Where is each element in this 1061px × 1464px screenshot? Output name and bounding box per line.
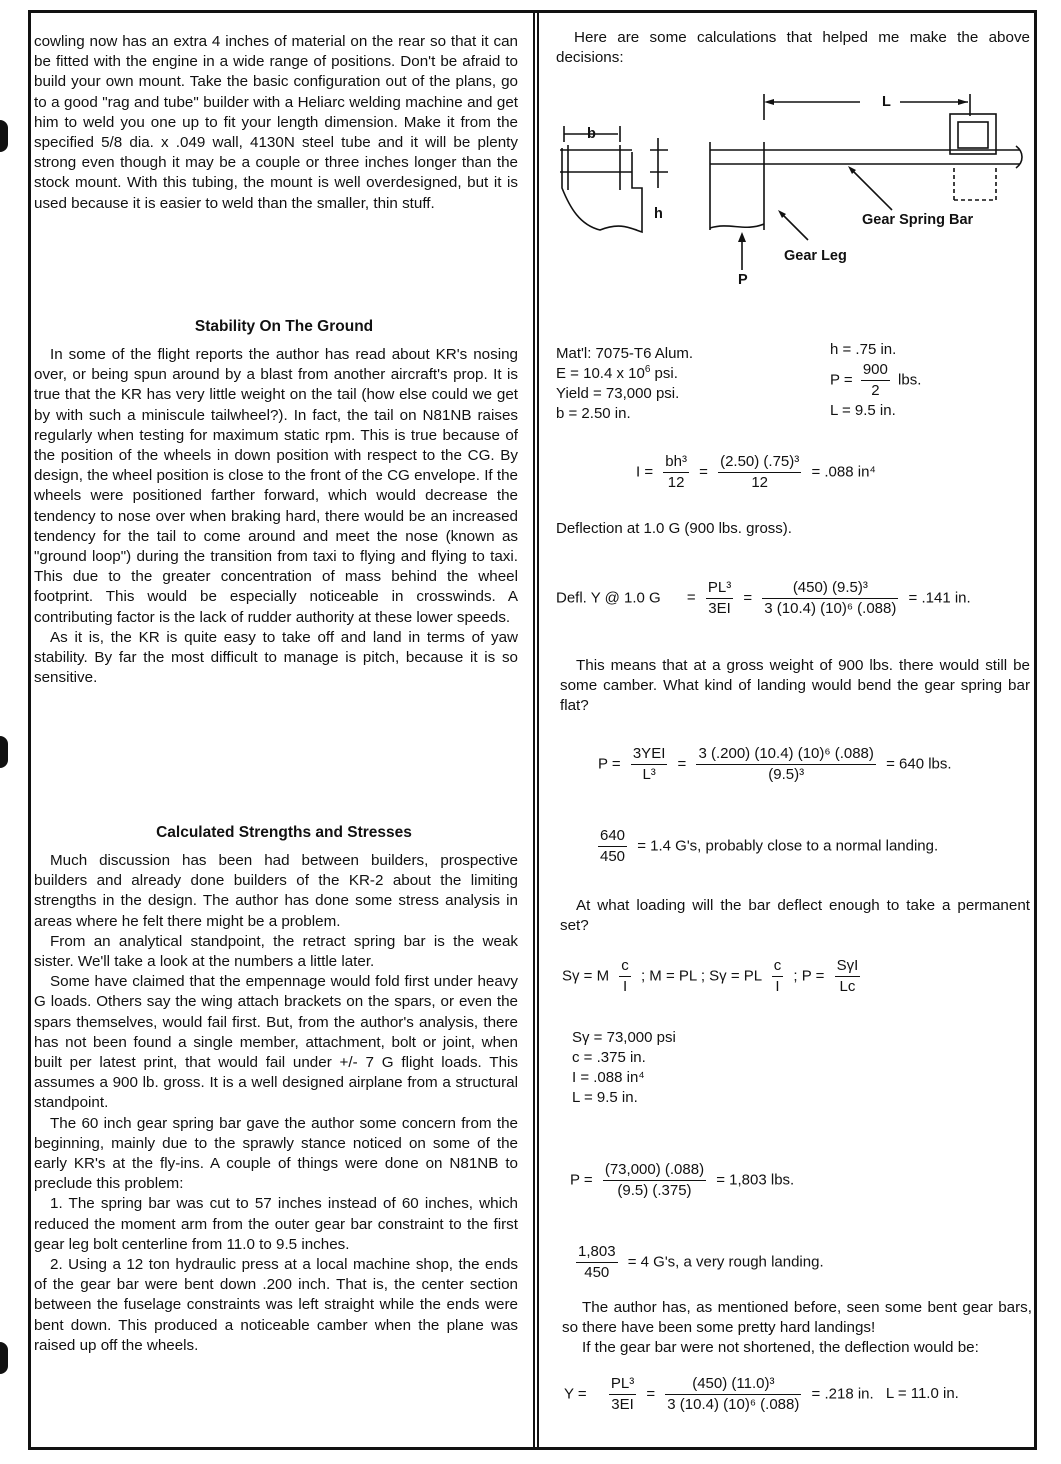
- cross-section-outline: [562, 148, 642, 232]
- diagram-label-gear-spring-bar: Gear Spring Bar: [862, 212, 974, 228]
- deflection-heading: Deflection at 1.0 G (900 lbs. gross).: [556, 520, 792, 537]
- leader-gear-spring-bar: [850, 168, 892, 210]
- equation-moment-of-inertia: I = $\frac{\text{bh³}}{12}$ = $\frac{\text{(2.50) (.75)³}}{12}$ = .088 in⁴: [636, 453, 876, 491]
- leader-gear-leg: [780, 212, 808, 240]
- left-intro: [34, 32, 518, 214]
- const-l: L = 9.5 in.: [572, 1089, 638, 1106]
- bent-bars-block: [562, 1298, 1032, 1359]
- material-properties-left: [556, 344, 693, 424]
- strengths-paragraph-4: The 60 inch gear spring bar gave the author some concern from the beginning, mainly due to the sprawly stance noticed on some of the early KR's at the fly-ins. A couple of things were done on N81NB to preclude this problem:: [34, 1114, 518, 1193]
- camber-paragraph-block: [560, 656, 1030, 717]
- diagram-label-gear-leg: Gear Leg: [784, 248, 847, 264]
- strengths-paragraph-2: From an analytical standpoint, the retract spring bar is the weak sister. We'll take a look at the numbers a little later.: [34, 932, 518, 971]
- right-intro: [556, 28, 1030, 68]
- camber-paragraph: This means that at a gross weight of 900 lbs. there would still be some camber. What kind of landing would bend the gear spring bar flat?: [560, 657, 1030, 715]
- prop-yield: Yield = 73,000 psi.: [556, 385, 680, 402]
- material-properties-right: [830, 340, 921, 421]
- prop-modulus: E = 10.4 x $10^6$ psi.: [556, 364, 678, 382]
- const-sy: Sγ = 73,000 psi: [572, 1029, 676, 1046]
- ratio-normal-landing: $\frac{640}{450}$ = 1.4 G's, probably close to a normal landing.: [600, 827, 939, 865]
- prop-L: L = 9.5 in.: [830, 402, 896, 419]
- equation-unshortened-deflection: Y = $\frac{\text{PL³}}{3EI}$ = $\frac{\text{(450) (11.0)³}}{\text{3 (10.4) (10)⁶ (.088)}}$ = .218 in. L = 11.0 in.: [564, 1375, 959, 1413]
- prop-b: b = 2.50 in.: [556, 405, 631, 422]
- strengths-paragraph-5: 1. The spring bar was cut to 57 inches instead of 60 inches, which reduced the moment arm from the outer gear bar constraint to the first gear leg bolt centerline from 11.0 to 9.5 inches.: [34, 1195, 518, 1253]
- intro-paragraph: cowling now has an extra 4 inches of material on the rear so that it can be fitted with the engine in a wide range of positions. Don't be afraid to build your own mount. Take the basic configuration out of the plans, go to a good "rag and tube" builder with a Heliarc welding machine and get him to weld you one up to fit your length dimension. Make it from the specified 5/8 dia. x .049 wall, 4130N steel tube and it will be plenty strong even though it may be a couple or three inches longer than the stock mount. With this tubing, the mount is well overdesigned, but it is used because it is easier to weld than the smaller, thin stuff.: [34, 33, 518, 212]
- equation-deflection: Defl. Y @ 1.0 G = $\frac{\text{PL³}}{3EI}$ = $\frac{\text{(450) (9.5)³}}{\text{3 (10.4) (10)⁶ (.088)}}$ = .141 in.: [556, 579, 971, 617]
- diagram-label-P: P: [738, 272, 748, 288]
- prop-material: Mat'l: 7075-T6 Alum.: [556, 345, 694, 362]
- column-divider: [533, 10, 539, 1450]
- permanent-set-block: [560, 896, 1030, 936]
- diagram-label-L: L: [882, 94, 891, 110]
- prop-h: h = .75 in.: [830, 341, 897, 358]
- binder-hole-top: [0, 120, 8, 152]
- binder-hole-bottom: [0, 1342, 8, 1374]
- stability-paragraph-2: As it is, the KR is quite easy to take off and land in terms of yaw stability. By far the most difficult to manage is pitch, because it is so sensitive.: [34, 628, 518, 687]
- binder-hole-middle: [0, 736, 8, 768]
- diagram-label-b: b: [587, 126, 596, 142]
- diagram-label-h: h: [654, 206, 663, 222]
- bent-bars-paragraph: The author has, as mentioned before, seen some bent gear bars, so there have been some pretty hard landings!: [562, 1299, 1032, 1337]
- equation-stress: Sγ = M $\frac{c}{I}$ ; M = PL ; Sγ = PL $\frac{c}{I}$ ; P = $\frac{\text{SγI}}{Lc}$: [562, 957, 859, 995]
- unshortened-paragraph: If the gear bar were not shortened, the deflection would be:: [582, 1339, 979, 1357]
- ratio-rough-landing: $\frac{1,803}{450}$ = 4 G's, a very rough landing.: [578, 1243, 824, 1281]
- strengths-paragraph-3: Some have claimed that the empennage would fold first under heavy G loads. Others say the wing attach brackets on the spars, or even the spars themselves, would fail first. But, from the author's analysis, there has not been found a single member, attachment, bolt or joint, when built per latest print, that would fail under +/- 7 G flight loads. This assumes a 900 lb. gross. It is a well designed airplane from a structural standpoint.: [34, 973, 518, 1112]
- strengths-paragraph-6: 2. Using a 12 ton hydraulic press at a local machine shop, the ends of the gear bar were bent down .200 inch. That is, the center section between the fuselage constraints was left straight while the ends were bent down. This produced a noticeable camber when the plane was raised up off the wheels.: [34, 1256, 518, 1354]
- left-stability: [34, 345, 518, 688]
- strengths-paragraph-1: Much discussion has been had between builders, prospective builders and already done builders of the KR-2 about the limiting strengths in the design. The author has done some stress analysis in areas where he felt there might be a problem.: [34, 852, 518, 930]
- stability-paragraph-1: In some of the flight reports the author has read about KR's nosing over, or being spun around by a blast from another aircraft's prop. It is true that the KR has very little weight on the tail (how else could we get by with such a miniscule tailwheel?). In fact, the tail on N81NB raises regularly when testing for maximum static rpm. This is true because of the position of the wheels in down position with respect to the CG. By design, the wheel position is close to the front of the CG envelope. If the wheels were positioned farther forward, which would decrease the tendency to nose over when braking hard, there would be an increased tendency for the tail to come around and meet the nose (known as "ground loop") during the transition from taxi to flying and flying to taxi. This due to the greater concentration of mass behind the wheel footprint. This would be especially noticeable in crosswinds. A contributing factor is the lack of rudder authority at these lower speeds.: [34, 346, 518, 626]
- const-i: I = .088 in⁴: [572, 1069, 645, 1086]
- calc-intro-paragraph: Here are some calculations that helped me make the above decisions:: [556, 29, 1030, 67]
- const-c: c = .375 in.: [572, 1049, 646, 1066]
- equation-load-permanent-set: P = $\frac{(73,000) (.088)}{(9.5) (.375)}$ = 1,803 lbs.: [570, 1161, 795, 1199]
- heading-stability: Stability On The Ground: [194, 318, 374, 335]
- permanent-set-paragraph: At what loading will the bar deflect enough to take a permanent set?: [560, 897, 1030, 935]
- equation-load-flat: P = $\frac{\text{3YEI}}{\text{L³}}$ = $\frac{\text{3 (.200) (10.4) (10)⁶ (.088)}}{\text{(9.5)³}}$ = 640 lbs.: [598, 745, 952, 783]
- constants-list: [572, 1028, 676, 1108]
- prop-P: P = $\frac{900}{2}$ lbs.: [830, 361, 922, 399]
- left-strengths: [34, 851, 518, 1356]
- heading-strengths: Calculated Strengths and Stresses: [156, 824, 412, 841]
